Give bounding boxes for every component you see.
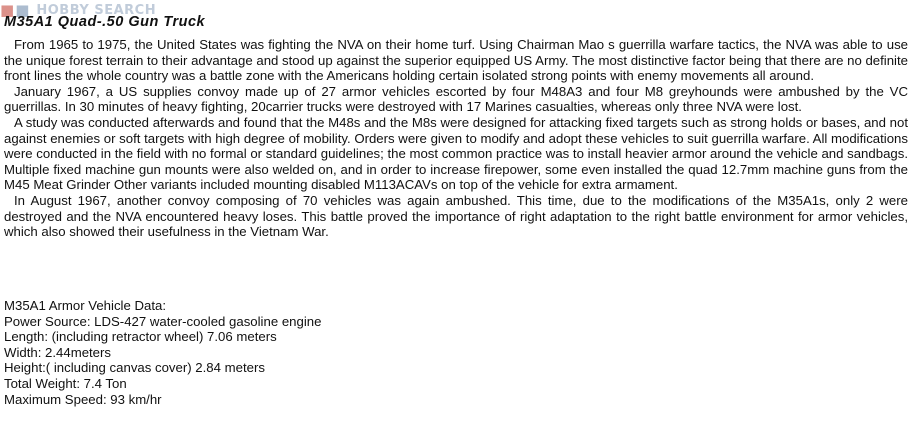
article-body <box>4 37 908 240</box>
spec-maximum-speed: Maximum Speed: 93 km/hr <box>4 391 162 407</box>
page-title: M35A1 Quad-.50 Gun Truck <box>4 14 206 30</box>
paragraph-2: January 1967, a US supplies convoy made up of 27 armor vehicles escorted by four M48A3 and four M8 greyhounds were ambushed by the VC guerrillas. In 30 minutes of heavy fighting, 20carrier trucks were destroyed with 17 Marines casualties, whereas only three NVA were lost. <box>4 83 908 115</box>
watermark-mark: ■■ <box>0 1 31 19</box>
spec-power-source: Power Source: LDS-427 water-cooled gasoline engine <box>4 313 322 329</box>
vehicle-data-block <box>4 298 321 407</box>
spec-total-weight: Total Weight: 7.4 Ton <box>4 375 127 391</box>
spec-length: Length: (including retractor wheel) 7.06 meters <box>4 329 277 345</box>
paragraph-3: A study was conducted afterwards and found that the M48s and the M8s were designed for attacking fixed targets such as strong holds or bases, and not against enemies or soft targets with high degree of mobility. Orders were given to modify and adopt these vehicles to suit guerrilla warfare. All modifications were conducted in the field with no formal or standard guidelines; the most common practice was to install heavier armor around the vehicle and sandbags. Multiple fixed machine gun mounts were also welded on, and in order to increase firepower, some even installed the quad 12.7mm machine guns from the M45 Meat Grinder Other variants included mounting disabled M113ACAVs on top of the vehicle for extra armament. <box>4 114 908 193</box>
vehicle-data-heading: M35A1 Armor Vehicle Data: <box>4 298 166 313</box>
spec-height: Height:( including canvas cover) 2.84 meters <box>4 360 265 376</box>
spec-width: Width: 2.44meters <box>4 344 112 360</box>
paragraph-4: In August 1967, another convoy composing of 70 vehicles was again ambushed. This time, due to the modifications of the M35A1s, only 2 were destroyed and the NVA encountered heavy loses. This battle proved the importance of right adaptation to the right battle environment for armor vehicles, which also showed their usefulness in the Vietnam War. <box>4 192 908 240</box>
watermark-text: HOBBY SEARCH <box>36 2 157 18</box>
paragraph-1: From 1965 to 1975, the United States was fighting the NVA on their home turf. Using Chairman Mao s guerrilla warfare tactics, the NVA was able to use the unique forest terrain to their advantage and stood up against the superior equipped US Army. The most distinctive factor being that there are no definite front lines the whole country was a battle zone with the Americans holding certain isolated strong points with enemy movements all around. <box>4 37 908 84</box>
